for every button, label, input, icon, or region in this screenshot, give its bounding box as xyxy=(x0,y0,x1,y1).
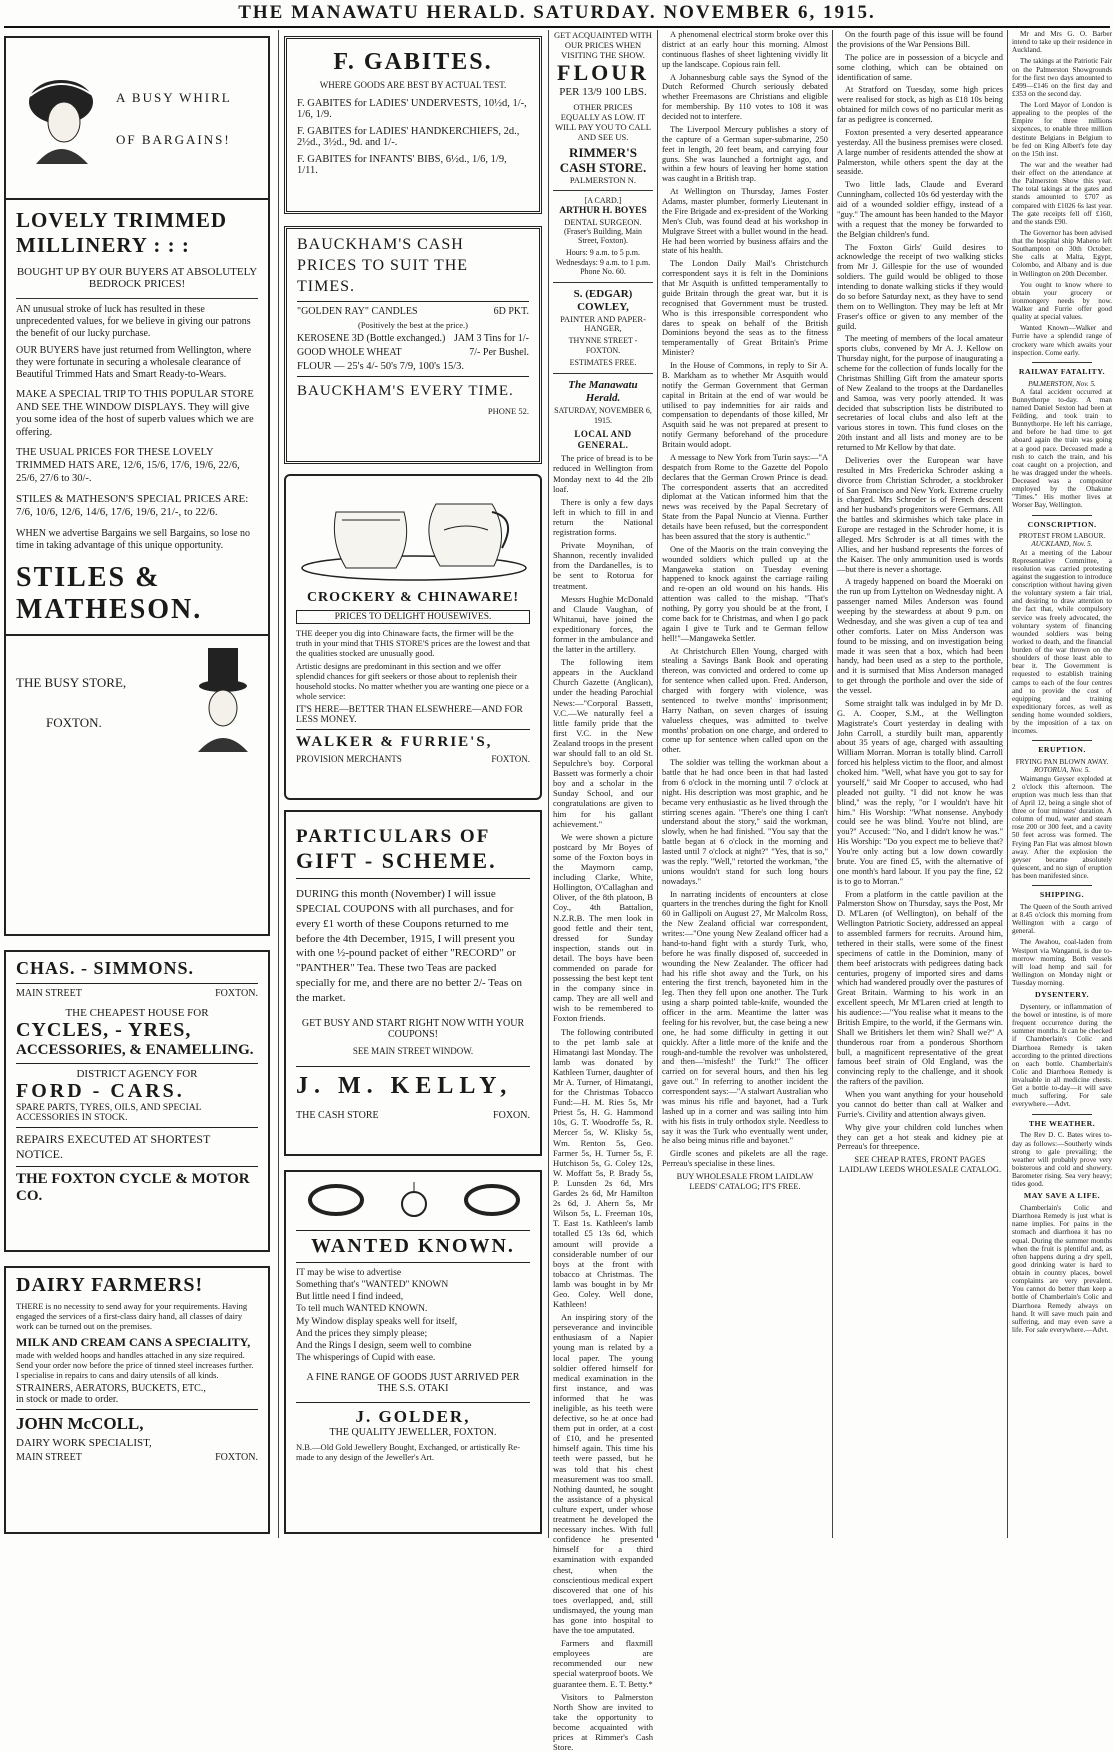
poem-line: The whisperings of Cupid with ease. xyxy=(296,1353,436,1364)
column-3-content xyxy=(553,30,653,1752)
column-6 xyxy=(1012,30,1112,1538)
news-paragraph: An inspiring story of the perseverance and invincible enthusiasm of a Napier young man is related by a local paper. The young soldier offered himself for medical examination in the first instance, and was informed that he was ineligible, as his teeth were defective, so he at once had them put in order, at a cost of £10, and he presented himself again. This time his teeth were passed, but he was told that his chest measurement was too small. Nothing daunted, he sought the assistance of a physical culture expert, under whose treatment he developed the necessary inches. With full confidence he presented himself for a third examination with expanded chest, when the conscientious medical expert discovered that one of his toes overlapped, and, still undismayed, the young man has gone into hospital to have the toe amputated. xyxy=(553,1312,653,1636)
news-paragraph: The police are in possession of a bicycle and some clothing, which can be obtained on identification of same. xyxy=(837,52,1003,82)
millinery-paragraph: STILES & MATHESON'S SPECIAL PRICES ARE: 7/6, 10/6, 12/6, 14/6, 17/6, 19/6, 21/-, to 22/6. xyxy=(16,493,249,519)
busy-store-block xyxy=(16,644,258,754)
railway-dateline: PALMERSTON, Nov. 5. xyxy=(1028,379,1096,388)
repairs-line: REPAIRS EXECUTED AT SHORTEST NOTICE. xyxy=(16,1132,211,1161)
busy-store-text xyxy=(16,667,126,731)
news-paragraph: A fatal accident occurred at Bunnythorpe to-day. A man named Daniel Sexton had been at Feilding, and took train to Bunnythorpe. He left his carriage, and before he had time to get aboard again the train was going at a good pace. Deceased made a rush to catch the train, and his coat caught on a projection, and he was dragged under the wheels. Deceased was a compositor employed by the Ohakune "Times." His mother lives at Worser Bay, Wellington. xyxy=(1012,387,1112,510)
news-paragraph: Foxton presented a very deserted appearance yesterday. All the business premises were closed. A large number of residents attended the show at Palmerston, while others spent the day at the seaside. xyxy=(837,127,1003,177)
cowley-address: THYNNE STREET - FOXTON. xyxy=(568,336,638,355)
news-paragraph: Visitors to Palmerston North Show are invited to take the opportunity to become acquainted with prices at Rimmer's Cash Store. xyxy=(553,1691,653,1752)
price-value: JAM 3 Tins for 1/- xyxy=(453,333,529,345)
walker-furrie-town: FOXTON. xyxy=(491,754,530,765)
news-paragraph: A tragedy happened on board the Moeraki on the run up from Lyttelton on Wednesday night. A passenger named Miles Anderson was found weeping by the stewardess at about 9 p.m. on Wednesday, and she was given a cup of tea and other comforts. Later on Miss Anderson was found to be missing, and on investigation being made it was seen that a box, which had been handy, had been used as a step to the porthole, and it is surmised that Miss Anderson managed to get through the porthole and over the side of the vessel. xyxy=(837,577,1003,695)
news-paragraph: Deliveries over the European war have resulted in Mrs Fredericka Schroder asking a divorce from Christian Schroder, a stockbroker of San Francisco and New York. Extreme cruelty is charged. Mrs Schroder is of French descent and her husband's progenitors were Germans. All the battles and skirmishes which take place in Europe are restaged in the Schroder home, it is alleged. Mrs Schroder is at all times with the Allies, and her husband represents the forces of the Kaiser. The only ammunition used is words—but there is never a shortage. xyxy=(837,455,1003,574)
shipping-heading: SHIPPING. xyxy=(1039,890,1085,900)
poem-line: But little need I find indeed, xyxy=(296,1292,404,1303)
flour-price: PER 13/9 100 LBS. xyxy=(559,85,647,98)
column-3 xyxy=(553,30,653,1752)
eruption-heading: ERUPTION. xyxy=(1038,745,1086,755)
gabites-line: F. GABITES for LADIES' HANDKERCHIEFS, 2d., 2½d., 3½d., 9d. and 1/-. xyxy=(297,126,520,148)
price-value: 6D PKT. xyxy=(493,306,529,318)
dysentery-heading: DYSENTERY. xyxy=(1034,990,1090,1000)
crockery-title: CROCKERY & CHINAWARE! xyxy=(306,590,520,605)
wanted-fine: A FINE RANGE OF GOODS JUST ARRIVED PER THE S.S. OTAKI xyxy=(306,1372,520,1395)
crockery-here: IT'S HERE—BETTER THAN ELSEWHERE—AND FOR LESS MONEY. xyxy=(296,705,523,726)
laidlaw-footer: BUY WHOLESALE FROM LAIDLAW LEEDS' CATALOG; IT'S FREE. xyxy=(676,1172,814,1191)
news-paragraph: At a meeting of the Labour Representative Committee, a resolution was carried protesting against the suggestion to introduce conscription without having given the voluntary system a fair trial, and desiring to draw attention to the fact that, while compulsory service was freely advocated, the voluntary system of financing wounded soldiers was being worked to death, and the financial burden of the war thrown on the shoulders of those least able to bear it. The Government is requested to establish training camps to each of the four centres and to provide the cost of equipping and training expeditionary forces, as well as sending home wounded soldiers, by the imposition of a tax on incomes. xyxy=(1012,548,1112,736)
simmons-ad xyxy=(4,950,270,1252)
millinery-paragraph: THE USUAL PRICES FOR THESE LOVELY TRIMMED HATS ARE, 12/6, 15/6, 17/6, 19/6, 22/6, 25/6, 27/6 to 30/-. xyxy=(16,447,240,484)
gabites-line: F. GABITES for INFANTS' BIBS, 6½d., 1/6, 1/9, 1/11. xyxy=(297,154,507,176)
golder-name: J. GOLDER, xyxy=(355,1407,471,1427)
news-paragraph: Dysentery, or inflammation of the bowel or intestine, is of more frequent occurrence during the summer months. It can be checked if Chamberlain's Colic and Diarrhoea Remedy is taken according to the printed directions on each bottle. Chamberlain's Colic and Diarrhoea Remedy is invaluable in all medicine chests. Get a bottle to-day—it will save much suffering. For sale everywhere.—Advt. xyxy=(1012,1002,1112,1109)
crockery-paragraph: THE deeper you dig into Chinaware facts, the firmer will be the truth in your mind that THIS STORE'S prices are the lowest and that the qualities stocked are unusually good. xyxy=(296,628,530,659)
gabites-title: F. GABITES. xyxy=(333,49,493,75)
accessories-line: ACCESSORIES, & ENAMELLING. xyxy=(16,1042,254,1058)
gift-title: GIFT - SCHEME. xyxy=(296,848,497,873)
news-paragraph: Private Moynihan, of Shannon, recently invalided from the Dardanelles, is to be sent to Rotorua for treatment. xyxy=(553,540,653,591)
news-paragraph: The Lord Mayor of London is appealing to the peoples of the Empire for three millions sixpences, to enable three million destitute Belgians in Belgium to be fed on King Albert's fete day on the 15th inst. xyxy=(1012,101,1112,158)
conscription-heading: CONSCRIPTION. xyxy=(1027,519,1097,529)
masthead: THE MANAWATU HERALD. SATURDAY. NOVEMBER 6, 1915. xyxy=(238,2,876,23)
lady-portrait-illustration xyxy=(16,64,106,174)
news-paragraph: The soldier was telling the workman about a battle that he had once been in that had lasted from 6 o'clock in the morning until 7 o'clock at night. His description was most graphic, and he became very enthusiastic as he lived through the stirring scenes again. "There's one thing I can't understand about the story," said the workman, slowly, when he had finished. "You say that the battle began at 6 o'clock in the morning and lasted until 7 o'clock at night?" "Yes, that is so," was the reply. "Well," retorted the workman, "the unions wouldn't stand for such long hours nowadays." xyxy=(662,758,828,886)
news-paragraph: Why give your children cold lunches when they can get a hot steak and kidney pie at Perreau's for threepence. xyxy=(837,1122,1003,1152)
news-paragraph: Farmers and flaxmill employees are recommended our new special waterproof boots. We guarantee them. E. T. Betty.* xyxy=(553,1638,653,1689)
gift-paragraph: DURING this month (November) I will issue SPECIAL COUPONS with all purchases, and for every £1 worth of these Coupons returned to me before the 4th December, 1915, I will present you with one ½-pound packet of either "RECORD" or "PANTHER" Tea. These two Teas are packed specially for me, and there are no better 2/- Teas on the market. xyxy=(296,888,522,1004)
flour-prices: FLOUR — 25's 4/- 50's 7/9, 100's 15/3. xyxy=(297,361,464,373)
news-paragraph: The Liverpool Mercury publishes a story of the capture of a German super-submarine, 250 feet in length, 20 feet beam, and carrying four guns. She was launched a fortnight ago, and within a few hours of leaving her home station was caught in a British trap. xyxy=(662,124,828,184)
millinery-paragraph: MAKE A SPECIAL TRIP TO THIS POPULAR STORE AND SEE THE WINDOW DISPLAYS. They will give you some idea of the host of superb values which we are offering. xyxy=(16,389,254,438)
news-paragraph: At Wellington on Thursday, James Foster Adams, master plumber, formerly Lieutenant in the Fire Brigade and ex-president of the Working Men's Club, was found dead at his workshop in Mulgrave Street with a bullet wound in the head. He had been worried by business affairs and the state of his health. xyxy=(662,187,828,256)
spare-parts-line: SPARE PARTS, TYRES, OILS, AND SPECIAL ACCESSORIES IN STOCK. xyxy=(16,1103,202,1123)
lady-hat-illustration xyxy=(188,644,258,754)
column-divider xyxy=(1007,30,1008,1538)
jewellery-illustration xyxy=(296,1178,532,1222)
address-street: MAIN STREET xyxy=(16,988,82,999)
news-paragraph: Some straight talk was indulged in by Mr D. G. A. Cooper, S.M., at the Wellington Magistrate's Court yesterday in dealing with John Carroll, a sturdily built man, apparently about 35 years of age, charged with assaulting William Morran. Morran is totally blind. Carroll forced his helpless victim to the floor, and almost choked him. "Well, what have you got to say for yourself," said Mr Cooper to accused, who had pleaded not guilty. "I did not know he was blind," was the reply, "or I wouldn't have hit him." His Worship: "What nonsense. Anybody could see he was blind. You're not blind, are you?" Accused: "No, and I didn't know he was." His Worship: "Do you expect me to believe that? You're only acting but a low down cowardly brute. You are fined £5, with the alternative of one month's hard labour. If you pay the fine, £2 is to go to Morran." xyxy=(837,698,1003,886)
foxton-label: FOXTON. xyxy=(46,714,102,730)
bauckham-title: BAUCKHAM'S CASH PRICES TO SUIT THE TIMES. xyxy=(297,236,469,295)
price-item: "GOLDEN RAY" CANDLES xyxy=(297,306,418,318)
simmons-title: CHAS. - SIMMONS. xyxy=(16,958,195,978)
boyes-name: ARTHUR H. BOYES xyxy=(559,205,647,216)
news-paragraph: The meeting of members of the local amateur sports clubs, convened by Mr A. J. Kellow on Thursday night, for the purpose of inaugurating a scheme for the collection of funds locally for the Christmas Shilling Gift from the amateur sports of New Zealand to the troops at the Dardanelles and Samoa, was very poorly attended. It was decided that subscription lists be distributed to secretaries of local clubs and also left at the various stores in town. This fund closes on the 20th instant and all lists and money are to be returned to Mr Kellow by that date. xyxy=(837,334,1003,452)
address-town: FOXTON. xyxy=(215,988,258,999)
price-item: GOOD WHOLE WHEAT xyxy=(297,347,402,359)
crockery-subtitle: PRICES TO DELIGHT HOUSEWIVES. xyxy=(296,610,530,624)
news-paragraph: Two little lads, Claude and Everard Cunningham, collected 10s 6d yesterday with the aid of a wounded soldier effigy, instead of a "guy." The amount has been handed to the Mayor with a request that the money be forwarded to the Belgian children's fund. xyxy=(837,180,1003,239)
walker-furrie-sub xyxy=(296,754,530,764)
rimmer-addr: PALMERSTON N. xyxy=(569,175,637,186)
wanted-title: WANTED KNOWN. xyxy=(296,1230,530,1263)
walker-furrie-ad xyxy=(284,474,542,800)
news-paragraph: Chamberlain's Colic and Diarrhoea Remedy is just what is name implies. For pains in the stomach and diarrhoea it has no equal. During the summer months when the fruit is plentiful and, as often happens during a dry spell, good drinking water is hard to obtain in country places, bowel complaints are very prevalent. You cannot do better than keep a bottle of Chamberlain's Colic and Diarrhoea Remedy always on hand. It will save much pain and suffering, and may even save a life. For sale everywhere.—Advt. xyxy=(1012,1204,1112,1334)
gift-see: SEE MAIN STREET WINDOW. xyxy=(352,1045,474,1056)
address-street: MAIN STREET xyxy=(16,1452,82,1464)
boyes-title: DENTAL SURGEON. xyxy=(564,216,642,227)
cheapest-line: THE CHEAPEST HOUSE FOR xyxy=(65,1007,209,1019)
herald-nameplate: The Manawatu Herald. xyxy=(568,378,638,404)
news-paragraph: At Christchurch Ellen Young, charged with stealing a Savings Bank Book and operating thereon, was convicted and ordered to come up for sentence when called upon. Fred. Anderson, charged with forgery with violence, was sentenced to twelve months' imprisonment; Harry Nathan, on seven charges of issuing valueless cheques, was admitted to twelve months' probation on one charge, and ordered to come up for sentence when called upon on the other. xyxy=(662,646,828,755)
poem-line: And the prices they simply please; xyxy=(296,1328,428,1339)
news-paragraph: The following contributed to the pet lamb sale at Himatangi last Monday. The lamb was donated by Kathleen Turner, daughter of Mr A. Turner, of Himatangi, for the Christmas Tobacco Fund:—H. M. Ries 5s, Mr Priest 5s, H. G. Hammond 10s, G. T. Woodroffe 5s, R. Mercer 5s, W. Klisky 5s, Wm. Renton 5s, Geo. Farmer 5s, H. Turner 5s, F. Hutchison 5s, G. Coley 12s, W. Moffatt 5s, P. Brady 5s, P. Lunsden 2s 6d, Mrs Gardes 2s 6d, Mr Hamilton 2s 6d, J. Ahern 5s, Mr Wilson 5s, L. Freeman 10s, T. East 1s. Kathleen's lamb totalled £5 13s 6d, which amount will provide a considerable number of our boys at the front with tobacco at Christmas. The lamb was bought in by Mr Geo. Coley. Well done, Kathleen! xyxy=(553,1026,653,1310)
column-divider xyxy=(548,30,549,1538)
news-paragraph: Messrs Hughie McDonald and Claude Vaughan, of Whitanui, have joined the expeditionary forces, the former in the ambulance and the latter in the artillery. xyxy=(553,593,653,655)
masthead-rule xyxy=(4,26,1110,28)
kelly-ad xyxy=(284,810,542,1156)
laidlaw-footer: SEE CHEAP RATES, FRONT PAGES LAIDLAW LEEDS WHOLESALE CATALOG. xyxy=(838,1155,1002,1175)
news-paragraph: The war and the weather had their effect on the attendance at the Palmerston Show this year. The total takings at the gates and stands amounted to £707 as compared with £1026 6s last year. The gate receipts fell off £160, and the stands £90. xyxy=(1012,160,1112,226)
news-paragraph: We were shown a picture postcard by Mr Boyes of some of the Foxton boys in the Maymorn camp, including Clarke, White, Hollington, O'Callaghan and Oliver, of the 8th platoon, B Coy., 4th Battalion, N.Z.R.B. The men look in good fettle and their tent, dressed for Sunday inspection, stands out in detail. The boys have been commended on parade for possessing the best kept tent in the company since in camp. They are all well and wish to be remembered to Foxton friends. xyxy=(553,831,653,1024)
millinery-paragraph: AN unusual stroke of luck has resulted in these unprecedented values, for we believe in giving our patrons the benefit of our lucky purchase. xyxy=(16,304,251,339)
price-note: (Positively the best at the price.) xyxy=(358,320,468,331)
price-row xyxy=(297,333,529,344)
column-5-content xyxy=(837,30,1003,1175)
dairy-paragraph: THERE is no necessity to send away for your requirements. Having engaged the services of a first-class dairy hand, all classes of dairy work can be turned out on the premises. xyxy=(16,1301,248,1332)
news-paragraph: The takings at the Patriotic Fair on the Palmerston Showgrounds for the first two days amounted to £499—£146 on the first day and £353 on the second day. xyxy=(1012,57,1112,98)
news-paragraph: A message to New York from Turin says:—"A despatch from Rome to the Gazette del Popolo declares that the German Crown Prince is dead. The correspondent asserts that an accredited diplomat at the Vatican informed him that the news was received by the Papal Secretary of State from the Papal Nuncio at Vienna. Further details have been refused, but the correspondent has been assured that the story is authentic." xyxy=(662,452,828,541)
news-paragraph: A phenomenal electrical storm broke over this district at an early hour this morning. Almost continuous flashes of sheet lightening vividly lit up the landscape. Copious rain fell. xyxy=(662,30,828,69)
column-2 xyxy=(284,30,544,1538)
news-paragraph: There is only a few days left in which to fill in and return the National registration forms. xyxy=(553,496,653,538)
card-label: [A CARD.] xyxy=(584,196,622,206)
news-paragraph: From a platform in the cattle pavilion at the Palmerston Show on Thursday, says the Post, Mr D. M'Laren (of Wellington), on behalf of the Wellington Patriotic Society, addressed an appeal to assembled farmers for recruits. Around him, tethered in their stalls, were some of the finest specimens of cattle in the Dominion, many of them beef aristocrats with pedigrees dating back centuries, progeny of imported sires and dams which had wandered proudly over the pastures of Great Britain. Warming to his work in an excellent speech, Mr M'Laren cried at length to his audience:—"You realise what it means to the British Empire, to the world, if the Germans win. Shall we Britishers let them win? Shall we?" A thunderous roar from a ponderous Shorthorn bull, a magnificent representative of the great famous beef strain of Old England, was the convincing reply to the challenge, and it shook the rafters of the pavilion. xyxy=(837,889,1003,1087)
stock-line: in stock or made to order. xyxy=(16,1394,119,1406)
herald-dateline: SATURDAY, NOVEMBER 6, 1915. xyxy=(554,406,652,425)
news-paragraph: You ought to know where to obtain your grocery or ironmongery needs by now. Walker and Furrie offer good quality at special values. xyxy=(1012,280,1112,322)
gabites-subtitle: WHERE GOODS ARE BEST BY ACTUAL TEST. xyxy=(319,80,507,90)
poem-line: IT may be wise to advertise xyxy=(296,1268,402,1278)
news-paragraph: The London Daily Mail's Christchurch correspondent says it is felt in the Dominions that Mr Asquith is unfitted temperamentally to guide Britain through the great war, but it is recognised that Government must be trusted. Who is this irresponsible correspondent who dares to speak on behalf of the British Dominions beyond the seas as to the fitness temperamentally of Great Britain's Prime Minister? xyxy=(662,259,828,358)
golder-sub: THE QUALITY JEWELLER, FOXTON. xyxy=(329,1427,497,1439)
millinery-title: MILLINERY : : : xyxy=(16,233,190,257)
boyes-hours: Hours: 9 a.m. to 5 p.m. Wednesdays: 9 a.m. to 1 p.m. Phone No. 60. xyxy=(555,248,651,277)
poem-line: To tell much WANTED KNOWN. xyxy=(296,1304,428,1315)
conscription-dateline: AUCKLAND, Nov. 5. xyxy=(1031,540,1093,549)
mccoll-ad xyxy=(4,1266,270,1534)
kelly-name: J. M. KELLY, xyxy=(296,1072,513,1099)
millinery-subtitle: BOUGHT UP BY OUR BUYERS AT ABSOLUTELY BEDROCK PRICES! xyxy=(16,266,258,290)
mccoll-address xyxy=(16,1452,258,1463)
news-paragraph: The following item appears in the Auckland Church Gazette (Anglican), under the heading Parochial News:—"Corporal Bassett, V.C.—We naturally feel a little family pride that the first V.C. in the New Zealand troops in the present war should fall to an old St. Sepulchre's boy. Corporal Bassett was formerly a choir boy and a scholar in the Sunday School, and our congratulations are given to him for his gallant achievement." xyxy=(553,657,653,829)
news-paragraph: In the House of Commons, in reply to Sir A. B. Markham as to whether Mr Asquith would notify the German Government that German capital in Britain at the end of war would be utilised to pay indemnities for air raids and compensation to dependants of those killed, Mr Asquith said he was not prepared at present to notify Germany beforehand of the procedure Britain would adopt. xyxy=(662,361,828,449)
gift-title: PARTICULARS OF xyxy=(296,826,491,847)
price-row xyxy=(297,306,529,317)
ford-line: FORD - CARS. xyxy=(16,1080,185,1102)
column-divider xyxy=(657,30,658,1538)
news-paragraph: Wanted Known—Walker and Furrie have a splendid range of crockery ware which awaits your inspection. Come early. xyxy=(1012,324,1112,357)
news-paragraph: Waimangu Geyser exploded at 2 o'clock this afternoon. The eruption was much less than that of April 12, being a single shot of three or four minutes' duration. A column of mud, water and steam rose 200 or 300 feet, and a cavity 50 feet across was formed. The Frying Pan Flat was almost blown away. After the explosion the geyser became absolutely quiescent, and no sign of eruption has been manifested since. xyxy=(1012,774,1112,881)
conscription-subheading: PROTEST FROM LABOUR. xyxy=(1018,532,1106,541)
stiles-matheson-ad xyxy=(4,36,270,936)
chinaware-illustration xyxy=(296,482,532,582)
boyes-address: (Fraser's Building, Main Street, Foxton). xyxy=(563,226,643,246)
column-4-content xyxy=(662,30,828,1192)
cycles-line: CYCLES, - YRES, xyxy=(16,1019,192,1041)
kelly-town: FOXON. xyxy=(493,1109,530,1121)
news-paragraph: The price of bread is to be reduced in Wellington from Monday next to 4d the 2lb loaf. xyxy=(553,453,653,494)
gabites-line: F. GABITES for LADIES' UNDERVESTS, 10½d, 1/-, 1/6, 1/9. xyxy=(297,98,527,120)
cowley-name: S. (EDGAR) COWLEY, xyxy=(573,287,633,313)
milk-cans-line: MILK AND CREAM CANS A SPECIALITY, xyxy=(16,1335,251,1350)
column-divider xyxy=(278,30,279,1538)
news-paragraph: When you want anything for your household you cannot do better than call at Walker and Furrie's. Civility and attention always given. xyxy=(837,1090,1003,1119)
news-paragraph: The Governor has been advised that the hospital ship Maheno left Southampton on 30th October. She calls at Malta, Egypt, Colombo, and Albany and is due in Wellington on 20th December. xyxy=(1012,228,1112,278)
poem-line: And the Rings I design, seem well to combine xyxy=(296,1340,472,1351)
walker-furrie-name: WALKER & FURRIE'S, xyxy=(296,734,493,751)
column-divider xyxy=(832,30,833,1538)
news-paragraph: At Stratford on Tuesday, some high prices were realised for stock, as high as £18 10s being obtained for milch cows of no particular merit as far as pedigree is concerned. xyxy=(837,85,1003,124)
walker-furrie-trade: PROVISION MERCHANTS xyxy=(296,754,402,765)
show-line: GET ACQUAINTED WITH OUR PRICES WHEN VISITING THE SHOW. xyxy=(554,30,652,60)
cowley-trade: PAINTER AND PAPER-HANGER, xyxy=(560,313,646,334)
strainers-line: STRAINERS, AERATORS, BUCKETS, ETC., xyxy=(16,1383,206,1395)
other-prices: OTHER PRICES EQUALLY AS LOW. IT WILL PAY YOU TO CALL AND SEE US. xyxy=(555,101,651,142)
rimmer-name: RIMMER'S CASH STORE. xyxy=(559,144,647,175)
millinery-title: LOVELY TRIMMED xyxy=(16,208,228,232)
column-5 xyxy=(837,30,1003,1538)
kelly-sub xyxy=(296,1110,530,1121)
district-line: DISTRICT AGENCY FOR xyxy=(76,1068,198,1080)
price-row xyxy=(297,347,529,358)
busy-store-label: THE BUSY STORE, xyxy=(16,674,127,690)
address-town: FOXTON. xyxy=(215,1452,258,1464)
news-paragraph: On the fourth page of this issue will be found the provisions of the War Pensions Bill. xyxy=(837,30,1003,49)
railway-heading: RAILWAY FATALITY. xyxy=(1018,366,1106,376)
golder-nb: N.B.—Old Gold Jewellery Bought, Exchanged, or artistically Re-made to any design of the Jeweller's Art. xyxy=(296,1442,521,1463)
crockery-paragraph: Artistic designs are predominant in this section and we offer splendid chances for gift seekers or those about to replenish their household stocks. No matter whether you are wanting one piece or a whole service: xyxy=(296,661,529,702)
dairy-work-line: DAIRY WORK SPECIALIST, xyxy=(16,1437,152,1450)
column-1 xyxy=(4,30,274,1538)
eruption-dateline: ROTORUA, Nov. 5. xyxy=(1033,766,1091,775)
news-paragraph: The Awahou, coal-laden from Westport via Wanganui, is due to-morrow morning. Both vessels will load hemp and sail for Wellington on Monday night or Tuesday morning. xyxy=(1012,938,1112,988)
poem-line: Something that's "WANTED" KNOWN xyxy=(296,1280,449,1291)
gabites-ad xyxy=(284,36,542,214)
bauckham-ad xyxy=(284,226,542,464)
mccoll-name: JOHN McCOLL, xyxy=(16,1414,144,1434)
stiles-name: MATHESON. xyxy=(16,593,203,625)
poem-line: My Window display speaks well for itself, xyxy=(296,1316,458,1327)
news-paragraph: The Queen of the South arrived at 8.45 o'clock this morning from Wellington with a cargo of general. xyxy=(1012,902,1112,936)
simmons-address xyxy=(16,988,258,999)
column-4 xyxy=(662,30,828,1538)
bauckham-every: BAUCKHAM'S EVERY TIME. xyxy=(297,383,514,400)
whirl-text xyxy=(116,90,232,148)
whirl-banner xyxy=(16,44,258,194)
news-paragraph: The Foxton Girls' Guild desires to acknowledge the receipt of two walking sticks from Mr J. Gillespie for the use of wounded soldiers. The guild would be obliged to those intending to donate walking sticks if they would do so before Saturday next, as they have to send them on to Wellington. They may be left at Mr Fraser's office or given to any member of the guild. xyxy=(837,242,1003,331)
kelly-store: THE CASH STORE xyxy=(296,1109,379,1121)
flour-heading: FLOUR xyxy=(557,59,649,85)
millinery-paragraph: OUR BUYERS have just returned from Wellington, where they were fortunate in securing a wholesale clearance of Beautiful Trimmed Hats and Smart Ready-to-Wears. xyxy=(16,345,252,380)
news-paragraph: The Rev D. C. Bates wires to-day as follows:—Southerly winds strong to gale prevailing; the weather will probably prove very boisterous and cold and showery. Barometer rising. Sea very heavy; tides good. xyxy=(1012,1131,1112,1189)
estimates-line: ESTIMATES FREE. xyxy=(569,358,637,368)
milk-cans-paragraph: made with welded hoops and handles attached in any size required. Send your order now before the price of tinned steel increases further. I specialise in repairs to cans and dairy utensils of all kinds. xyxy=(16,1350,254,1381)
news-paragraph: A Johannesburg cable says the Synod of the Dutch Reformed Church seriously debated whether Freemasons are Christians and eligible for membership. By 110 votes to 108 it was decided not to interfere. xyxy=(662,72,828,121)
price-value: 7/- Per Bushel. xyxy=(469,347,529,359)
news-paragraph: Girdle scones and pikelets are all the rage. Perreau's specialise in these lines. xyxy=(662,1149,828,1169)
foxton-cycle-line: THE FOXTON CYCLE & MOTOR CO. xyxy=(16,1171,250,1204)
price-item: KEROSENE 3D (Bottle exchanged.) xyxy=(297,333,446,345)
news-paragraph: Mr and Mrs G. O. Barber intend to take up their residence in Auckland. xyxy=(1012,30,1112,55)
stiles-name: STILES & xyxy=(16,561,161,593)
save-life-heading: MAY SAVE A LIFE. xyxy=(1023,1191,1101,1201)
whirl-line: OF BARGAINS! xyxy=(116,132,231,147)
column-6-content xyxy=(1012,30,1112,1334)
wanted-poem xyxy=(296,1267,530,1364)
eruption-subheading: FRYING PAN BLOWN AWAY. xyxy=(1015,758,1109,767)
golder-ad xyxy=(284,1170,542,1534)
news-paragraph: In narrating incidents of encounters at close quarters in the trenches during the fight for Knoll 60 in Gallipoli on August 27, Mr Malcolm Ross, the New Zealand official war correspondent, writes:—"One young New Zealand officer had a hand-to-hand fight with a sturdy Turk, who, before he was finally disposed of, succeeded in wounding the New Zealander. The officer had had his rifle shot away and the Turk, on his entering the first trench, bayoneted him in the leg. Then they fell upon one another. The Turk using a sharp pointed table-knife, wounded the officer in the arm. Meantime the latter was feeling for his revolver, but, the case being a new one, he had some difficulty in getting it out quickly. After a little more of the knife and the rough-and-tumble the revolver was unholstered, and then—'misfesh!' the Turk!" The officer carried on for several hours, and then his leg gave out." In referring to another incident the correspondent says:—"A stalwart Australian who was minus his rifle and bayonet, had a Turk lashed up in a corner and was sailing into him with his fists in truly orthodox style. Needless to say it was the Turk who eventually went under, he also being minus rifle and bayonet." xyxy=(662,889,828,1146)
millinery-paragraph: WHEN we advertise Bargains we sell Bargains, so lose no time in taking advantage of this unique opportunity. xyxy=(16,527,251,551)
news-paragraph: One of the Maoris on the train conveying the wounded soldiers which pulled up at the Mangaweka station on Tuesday evening happened to knock against the carriage railing and re-open an old wound on his hands. His attention was called to the mishap. "That's nothing, Py gorry you should be at the front, I come back for te Christmas, and when I go pack again I give te Turk and te German fellow hell!"—Mangaweka Settler. xyxy=(662,544,828,643)
dairy-title: DAIRY FARMERS! xyxy=(16,1274,204,1296)
phone-number: PHONE 52. xyxy=(487,406,529,417)
whirl-line: A BUSY WHIRL xyxy=(116,90,232,105)
local-general-heading: LOCAL AND GENERAL. xyxy=(574,429,632,450)
gift-busy: GET BUSY AND START RIGHT NOW WITH YOUR COUPONS! xyxy=(301,1017,525,1040)
weather-heading: THE WEATHER. xyxy=(1028,1118,1096,1128)
